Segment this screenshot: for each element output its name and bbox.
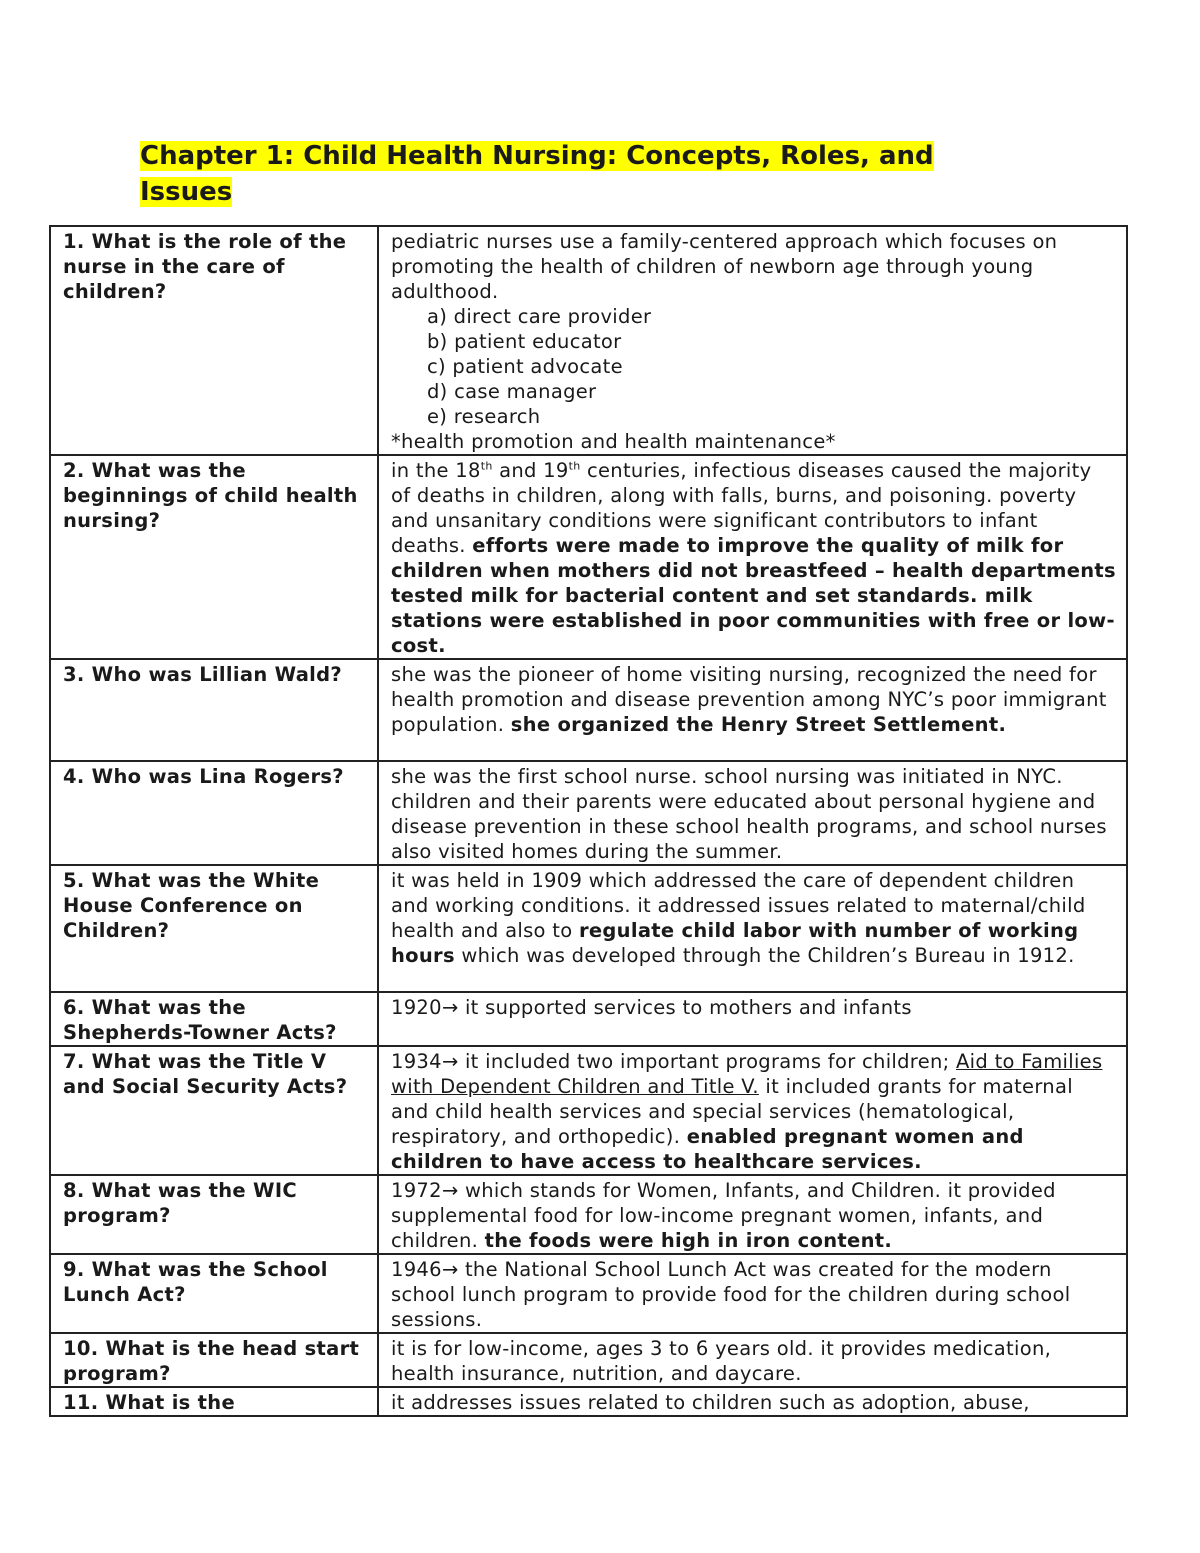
answer-fragment: it was held in 1909 which addressed the care of dependent children and working conditions. it addressed issues related to maternal/child health and also to	[391, 869, 1086, 942]
answer-text	[391, 1049, 1116, 1174]
answer-bold: the foods were high in iron content.	[484, 1229, 893, 1252]
answer-note: *health promotion and health maintenance*	[391, 430, 836, 453]
list-item: e) research	[427, 405, 541, 428]
answer-cell	[378, 1046, 1127, 1175]
table-row	[50, 455, 1127, 659]
superscript: th	[568, 459, 581, 473]
table-row	[50, 761, 1127, 865]
answer-bold: she organized the Henry Street Settlement.	[510, 713, 1007, 736]
table-row	[50, 1254, 1127, 1333]
table-row	[50, 1175, 1127, 1254]
answer-text	[391, 868, 1116, 968]
answer-cell: 1920→ it supported services to mothers and infants	[378, 992, 1127, 1046]
page-title	[140, 138, 1000, 210]
answer-text	[391, 662, 1116, 737]
table-row	[50, 865, 1127, 992]
answer-fragment: in the 18	[391, 459, 481, 482]
table-row	[50, 1387, 1127, 1416]
table-row	[50, 1046, 1127, 1175]
answer-cell: it is for low-income, ages 3 to 6 years old. it provides medication, health insurance, nutrition, and daycare.	[378, 1333, 1127, 1387]
list-item: c) patient advocate	[427, 355, 623, 378]
answer-fragment: 1934→ it included two important programs for children;	[391, 1050, 957, 1073]
question-cell: 11. What is the	[50, 1387, 378, 1416]
answer-text	[391, 458, 1116, 658]
answer-text	[391, 1178, 1116, 1253]
superscript: th	[480, 459, 493, 473]
answer-underlined: Aid to Families with Dependent Children and Title V.	[391, 1050, 1103, 1098]
answer-fragment: which was developed through the Children’s Bureau in 1912.	[454, 944, 1075, 967]
table-row	[50, 1333, 1127, 1387]
question-cell: 6. What was the Shepherds-Towner Acts?	[50, 992, 378, 1046]
answer-cell: it addresses issues related to children such as adoption, abuse,	[378, 1387, 1127, 1416]
table-row	[50, 992, 1127, 1046]
answer-cell: 1946→ the National School Lunch Act was created for the modern school lunch program to provide food for the children during school sessions.	[378, 1254, 1127, 1333]
question-cell: 7. What was the Title V and Social Security Acts?	[50, 1046, 378, 1175]
answer-cell	[378, 455, 1127, 659]
question-cell: 3. Who was Lillian Wald?	[50, 659, 378, 761]
answer-bold: regulate child labor with number of working hours	[391, 919, 1079, 967]
answer-fragment: she was the pioneer of home visiting nursing, recognized the need for health promotion and disease prevention among NYC’s poor immigrant population.	[391, 663, 1107, 736]
answer-bold: efforts were made to improve the quality of milk for children when mothers did not breastfeed – health departments tested milk for bacterial content and set standards. milk stations were established in poor communities with free or low-cost.	[391, 534, 1116, 657]
answer-cell	[378, 226, 1127, 455]
answer-fragment: it included grants for maternal and child health services and special services (hematological, respiratory, and orthopedic).	[391, 1075, 1073, 1148]
answer-cell: she was the first school nurse. school nursing was initiated in NYC. children and their parents were educated about personal hygiene and disease prevention in these school health programs, and school nurses also visited homes during the summer.	[378, 761, 1127, 865]
question-cell: 2. What was the beginnings of child health nursing?	[50, 455, 378, 659]
answer-text: pediatric nurses use a family-centered approach which focuses on promoting the health of children of newborn age through young adulthood.	[391, 230, 1058, 303]
question-cell: 10. What is the head start program?	[50, 1333, 378, 1387]
answer-cell	[378, 865, 1127, 992]
question-cell: 9. What was the School Lunch Act?	[50, 1254, 378, 1333]
answer-bold: enabled pregnant women and children to have access to healthcare services.	[391, 1125, 1024, 1173]
question-cell: 8. What was the WIC program?	[50, 1175, 378, 1254]
answer-fragment: and 19	[492, 459, 569, 482]
question-cell: 1. What is the role of the nurse in the care of children?	[50, 226, 378, 455]
answer-cell	[378, 1175, 1127, 1254]
answer-cell	[378, 659, 1127, 761]
answer-fragment: centuries, infectious diseases caused the majority of deaths in children, along with falls, burns, and poisoning. poverty and unsanitary conditions were significant contributors to infant deaths.	[391, 459, 1092, 557]
question-cell: 5. What was the White House Conference on Children?	[50, 865, 378, 992]
nurse-roles-list	[391, 304, 1116, 429]
list-item: a) direct care provider	[427, 305, 652, 328]
table-row	[50, 659, 1127, 761]
answer-fragment: 1972→ which stands for Women, Infants, and Children. it provided supplemental food for low-income pregnant women, infants, and children.	[391, 1179, 1056, 1252]
list-item: d) case manager	[427, 380, 597, 403]
qa-table	[49, 225, 1128, 1417]
list-item: b) patient educator	[427, 330, 622, 353]
title-highlight: Chapter 1: Child Health Nursing: Concepts, Roles, and Issues	[140, 141, 934, 207]
question-cell: 4. Who was Lina Rogers?	[50, 761, 378, 865]
table-row	[50, 226, 1127, 455]
